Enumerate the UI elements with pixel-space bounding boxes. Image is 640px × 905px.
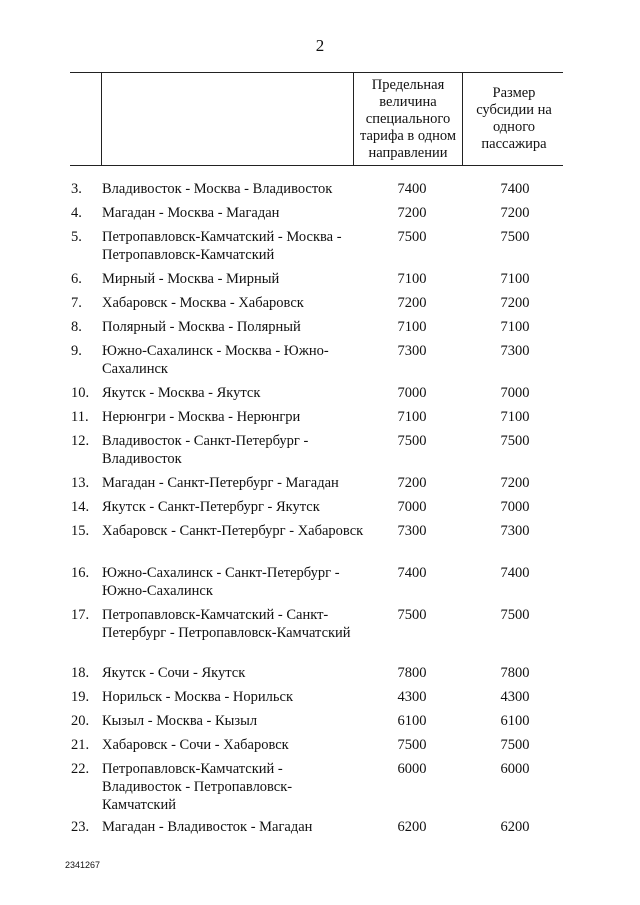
column-divider xyxy=(101,73,102,165)
row-number: 15. xyxy=(71,523,90,539)
row-number: 5. xyxy=(71,229,82,245)
route-name: Владивосток - Москва - Владивосток xyxy=(102,181,333,197)
route-name: Якутск - Москва - Якутск xyxy=(102,385,261,401)
tariff-value: 7500 xyxy=(397,229,427,245)
route-name: Владивосток - Санкт-Петербург - Владивосток xyxy=(102,433,309,467)
subsidy-value: 7300 xyxy=(500,523,530,539)
route-name: Кызыл - Москва - Кызыл xyxy=(102,713,258,729)
subsidy-value: 7100 xyxy=(500,271,530,287)
row-number: 12. xyxy=(71,433,90,449)
subsidy-value: 7200 xyxy=(500,475,530,491)
row-number: 3. xyxy=(71,181,82,197)
subsidy-value: 7500 xyxy=(500,229,530,245)
route-name: Хабаровск - Сочи - Хабаровск xyxy=(102,737,289,753)
subsidy-value: 7800 xyxy=(500,665,530,681)
row-number: 13. xyxy=(71,475,90,491)
tariff-value: 7500 xyxy=(397,737,427,753)
row-number: 22. xyxy=(71,761,90,777)
tariff-value: 7800 xyxy=(397,665,427,681)
row-number: 16. xyxy=(71,565,90,581)
tariff-value: 7400 xyxy=(397,565,427,581)
row-number: 4. xyxy=(71,205,82,221)
route-name: Магадан - Владивосток - Магадан xyxy=(102,819,313,835)
row-number: 20. xyxy=(71,713,90,729)
row-number: 14. xyxy=(71,499,90,515)
row-number: 17. xyxy=(71,607,90,623)
document-code: 2341267 xyxy=(65,860,101,870)
subsidy-value: 7400 xyxy=(500,565,530,581)
header-tariff: Предельная величина специального тарифа в одном направлении xyxy=(359,77,456,161)
row-number: 21. xyxy=(71,737,90,753)
subsidy-value: 7200 xyxy=(500,205,530,221)
subsidy-value: 7400 xyxy=(500,181,530,197)
tariff-value: 7100 xyxy=(397,409,427,425)
header-subsidy: Размер субсидии на одного пассажира xyxy=(476,85,552,152)
route-name: Якутск - Сочи - Якутск xyxy=(102,665,246,681)
route-name: Полярный - Москва - Полярный xyxy=(102,319,301,335)
row-number: 11. xyxy=(71,409,89,425)
route-name: Хабаровск - Санкт-Петербург - Хабаровск xyxy=(102,523,364,539)
subsidy-value: 6100 xyxy=(500,713,530,729)
route-name: Петропавловск-Камчатский - Владивосток - Петропавловск-Камчатский xyxy=(102,761,293,813)
tariff-value: 7000 xyxy=(397,499,427,515)
column-divider xyxy=(353,73,354,165)
route-name: Нерюнгри - Москва - Нерюнгри xyxy=(102,409,301,425)
subsidy-value: 6000 xyxy=(500,761,530,777)
route-name: Южно-Сахалинск - Санкт-Петербург - Южно-Сахалинск xyxy=(102,565,340,599)
subsidy-value: 7100 xyxy=(500,319,530,335)
page-number: 2 xyxy=(315,36,325,55)
subsidy-value: 7500 xyxy=(500,607,530,623)
tariff-value: 7200 xyxy=(397,475,427,491)
column-divider xyxy=(462,73,463,165)
route-name: Мирный - Москва - Мирный xyxy=(102,271,280,287)
tariff-value: 7000 xyxy=(397,385,427,401)
tariff-value: 7500 xyxy=(397,433,427,449)
subsidy-value: 7100 xyxy=(500,409,530,425)
row-number: 18. xyxy=(71,665,90,681)
tariff-value: 6000 xyxy=(397,761,427,777)
tariff-value: 7100 xyxy=(397,271,427,287)
tariff-value: 6100 xyxy=(397,713,427,729)
row-number: 7. xyxy=(71,295,82,311)
table-header xyxy=(70,72,563,166)
route-name: Петропавловск-Камчатский - Санкт-Петербург - Петропавловск-Камчатский xyxy=(102,607,351,641)
route-name: Магадан - Москва - Магадан xyxy=(102,205,280,221)
subsidy-value: 7000 xyxy=(500,385,530,401)
row-number: 10. xyxy=(71,385,90,401)
row-number: 8. xyxy=(71,319,82,335)
subsidy-value: 7500 xyxy=(500,737,530,753)
tariff-value: 7100 xyxy=(397,319,427,335)
route-name: Петропавловск-Камчатский - Москва - Петропавловск-Камчатский xyxy=(102,229,342,263)
tariff-value: 7300 xyxy=(397,523,427,539)
subsidy-value: 7300 xyxy=(500,343,530,359)
row-number: 9. xyxy=(71,343,82,359)
tariff-value: 7300 xyxy=(397,343,427,359)
route-name: Норильск - Москва - Норильск xyxy=(102,689,293,705)
row-number: 23. xyxy=(71,819,90,835)
route-name: Хабаровск - Москва - Хабаровск xyxy=(102,295,304,311)
tariff-value: 6200 xyxy=(397,819,427,835)
tariff-value: 7200 xyxy=(397,205,427,221)
subsidy-value: 6200 xyxy=(500,819,530,835)
tariff-value: 7500 xyxy=(397,607,427,623)
tariff-value: 4300 xyxy=(397,689,427,705)
subsidy-value: 4300 xyxy=(500,689,530,705)
tariff-value: 7200 xyxy=(397,295,427,311)
row-number: 6. xyxy=(71,271,82,287)
route-name: Магадан - Санкт-Петербург - Магадан xyxy=(102,475,339,491)
tariff-value: 7400 xyxy=(397,181,427,197)
subsidy-value: 7200 xyxy=(500,295,530,311)
subsidy-value: 7500 xyxy=(500,433,530,449)
route-name: Якутск - Санкт-Петербург - Якутск xyxy=(102,499,320,515)
row-number: 19. xyxy=(71,689,90,705)
subsidy-value: 7000 xyxy=(500,499,530,515)
route-name: Южно-Сахалинск - Москва - Южно-Сахалинск xyxy=(102,343,329,377)
